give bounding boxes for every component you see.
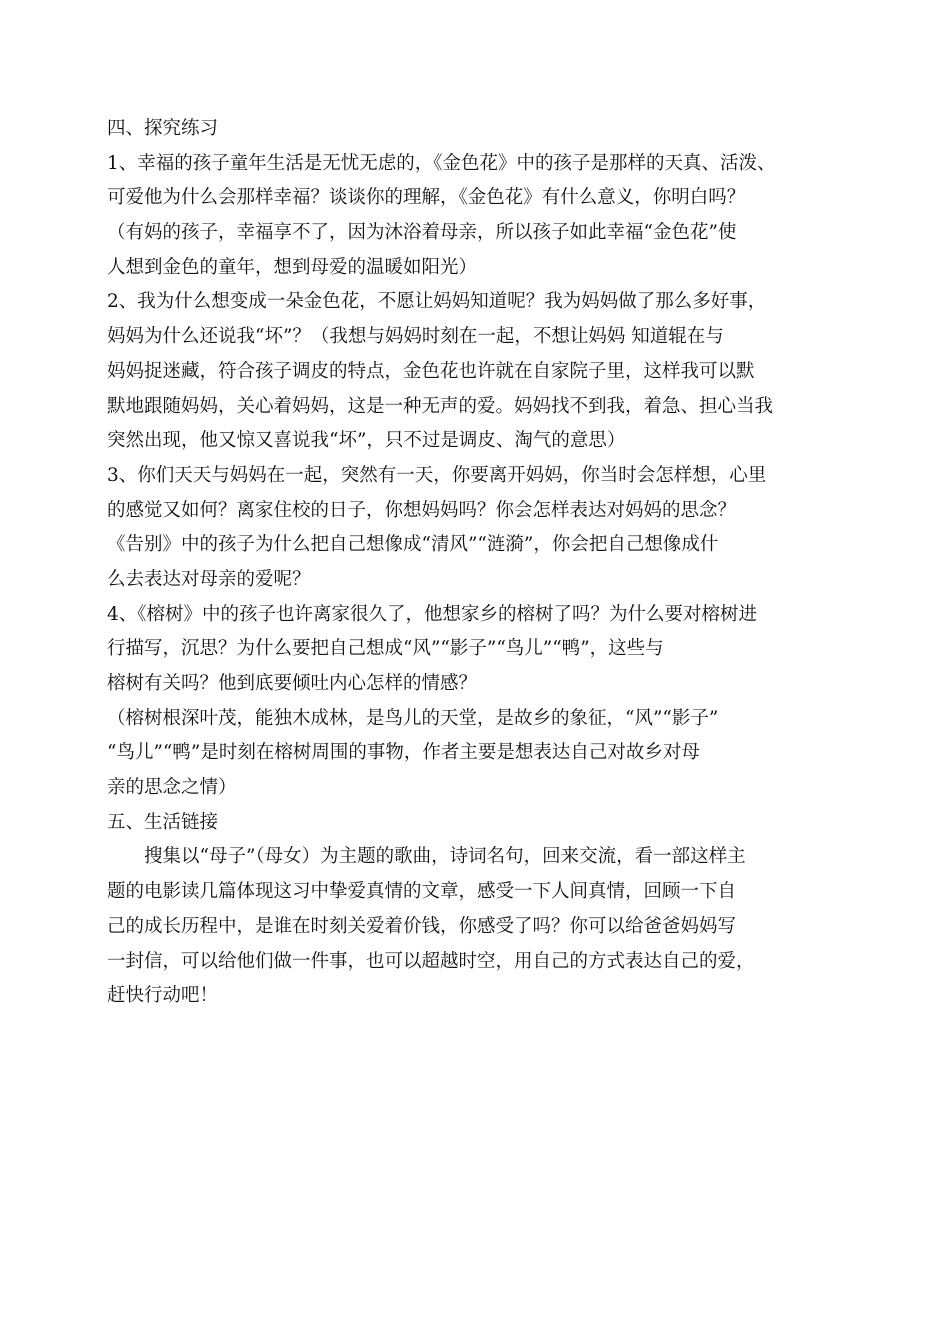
question-4-line: 4、《榕树》中的孩子也许离家很久了，他想家乡的榕树了吗？为什么要对榕树进 (107, 603, 758, 625)
life-link-paragraph-line: 赶快行动吧！ (107, 985, 219, 1007)
life-link-paragraph-line: 搜集以“母子”（母女）为主题的歌曲，诗词名句，回来交流，看一部这样主 (144, 846, 746, 868)
question-3-line: 3、你们天天与妈妈在一起，突然有一天，你要离开妈妈，你当时会怎样想，心里 (107, 464, 767, 486)
section-heading-explore: 四、探究练习 (107, 118, 219, 139)
question-4-line: 榕树有关吗？他到底要倾吐内心怎样的情感？ (107, 673, 478, 694)
life-link-paragraph-line: 题的电影读几篇体现这习中挚爱真情的文章，感受一下人间真情，回顾一下自 (107, 881, 737, 903)
answer-2-line: 妈妈捉迷藏，符合孩子调皮的特点，金色花也许就在自家院子里，这样我可以默 (107, 360, 755, 382)
document-page (107, 112, 852, 1014)
question-1-line: 可爱他为什么会那样幸福？谈谈你的理解，《金色花》有什么意义，你明白吗？ (107, 187, 746, 209)
answer-1-line: 人想到金色的童年，想到母爱的温暖如阳光） (107, 256, 478, 278)
life-link-paragraph-line: 一封信，可以给他们做一件事，也可以超越时空，用自己的方式表达自己的爱， (107, 950, 755, 972)
question-2-line: 2、我为什么想变成一朵金色花，不愿让妈妈知道呢？我为妈妈做了那么多好事， (107, 291, 767, 313)
answer-1-line: （有妈的孩子，幸福享不了，因为沐浴着母亲，所以孩子如此幸福“金色花”使 (107, 222, 737, 244)
question-3-line: 的感觉又如何？离家住校的日子，你想妈妈吗？你会怎样表达对妈妈的思念？ (107, 499, 737, 521)
question-3-line: 《告别》中的孩子为什么把自己想像成“清风”“涟漪”，你会把自己想像成什 (107, 534, 719, 556)
answer-4-line: 亲的思念之情） (107, 777, 237, 799)
section-heading-life-link: 五、生活链接 (107, 811, 219, 833)
question-4-line: 行描写，沉思？为什么要把自己想成“风”“影子”“鸟儿”“鸭”，这些与 (107, 638, 664, 660)
answer-2-line: 默地跟随妈妈，关心着妈妈，这是一种无声的爱。妈妈找不到我，着急、担心当我 (107, 395, 774, 417)
answer-2-line: 突然出现，他又惊又喜说我“坏”，只不过是调皮、淘气的意思） (107, 430, 626, 452)
life-link-paragraph-line: 己的成长历程中，是谁在时刻关爱着价钱，你感受了吗？你可以给爸爸妈妈写 (107, 915, 737, 937)
question-3-line: 么去表达对母亲的爱呢？ (107, 568, 311, 590)
question-1-line: 1、幸福的孩子童年生活是无忧无虑的，《金色花》中的孩子是那样的天真、活泼、 (107, 152, 776, 174)
question-2-line: 妈妈为什么还说我“坏”？（我想与妈妈时刻在一起，不想让妈妈 知道辊在与 (107, 326, 724, 348)
answer-4-line: （榕树根深叶茂，能独木成林，是鸟儿的天堂，是故乡的象征，“风”“影子” (107, 707, 719, 729)
answer-4-line: “鸟儿”“鸭”是时刻在榕树周围的事物，作者主要是想表达自己对故乡对母 (107, 742, 700, 764)
